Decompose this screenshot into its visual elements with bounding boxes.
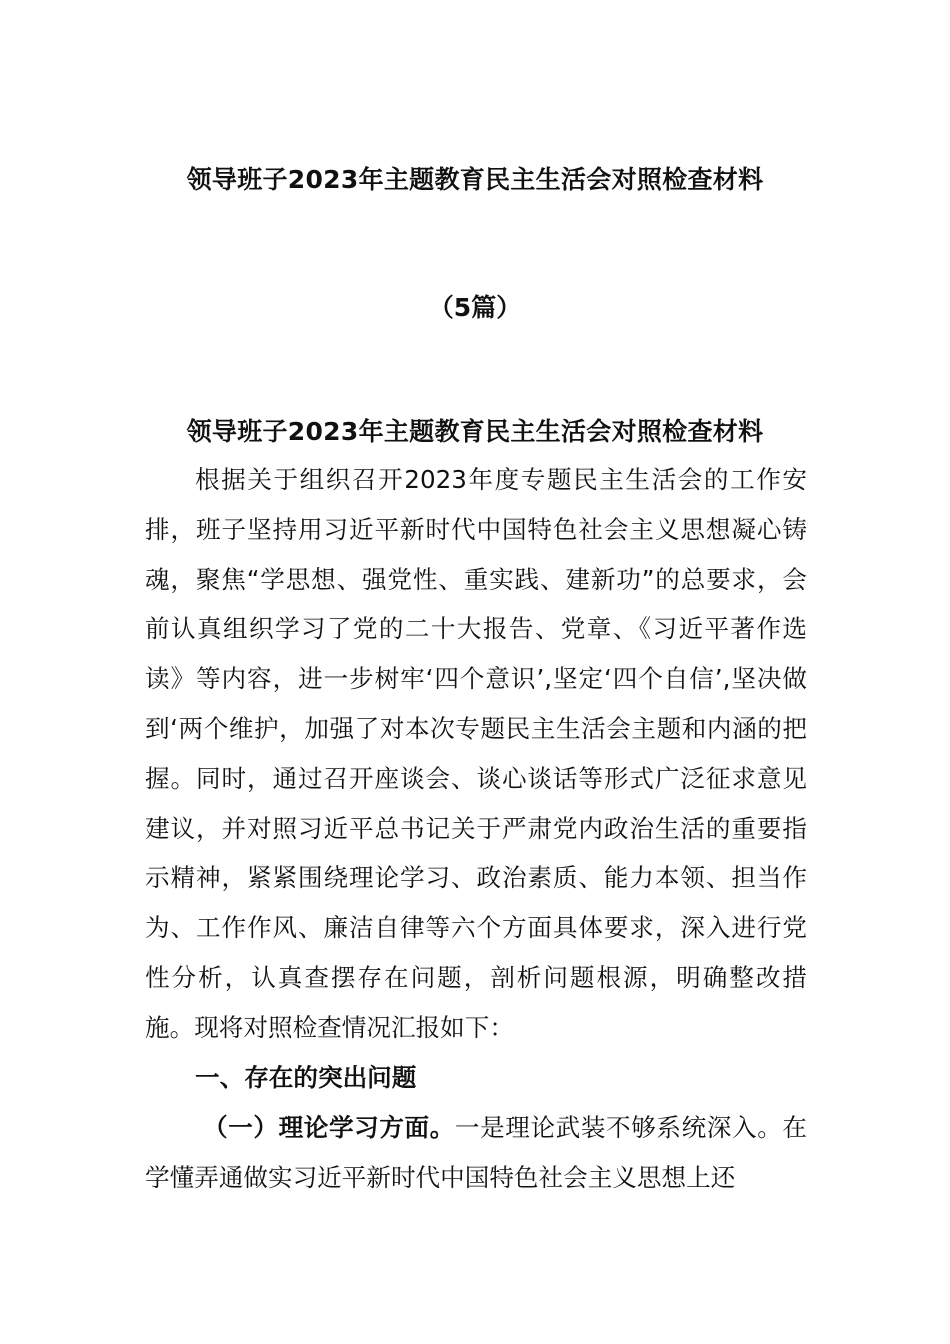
- theory-study-subheading: （一）理论学习方面。: [203, 1113, 455, 1142]
- document-subtitle: （5篇）: [428, 293, 522, 322]
- theory-study-paragraph: [145, 1103, 807, 1203]
- intro-paragraph: 根据关于组织召开2023年度专题民主生活会的工作安排，班子坚持用习近平新时代中国特色社会主义思想凝心铸魂，聚焦“学思想、强党性、重实践、建新功”的总要求，会前认真组织学习了党的二十大报告、党章、《习近平著作选读》等内容，进一步树牢‘四个意识’,坚定‘四个自信’,坚决做到‘两个维护，加强了对本次专题民主生活会主题和内涵的把握。同时，通过召开座谈会、谈心谈话等形式广泛征求意见建议，并对照习近平总书记关于严肃党内政治生活的重要指示精神，紧紧围绕理论学习、政治素质、能力本领、担当作为、工作作风、廉洁自律等六个方面具体要求，深入进行党性分析，认真查摆存在问题，剖析问题根源，明确整改措施。现将对照检查情况汇报如下：: [145, 465, 807, 1042]
- document-main-title: 领导班子2023年主题教育民主生活会对照检查材料: [186, 165, 764, 194]
- section-title: 领导班子2023年主题教育民主生活会对照检查材料: [186, 417, 764, 446]
- heading-existing-problems: 一、存在的突出问题: [195, 1063, 417, 1092]
- theory-study-text: 一是理论武装不够系统深入。在学懂弄通做实习近平新时代中国特色社会主义思想上还: [145, 1113, 807, 1192]
